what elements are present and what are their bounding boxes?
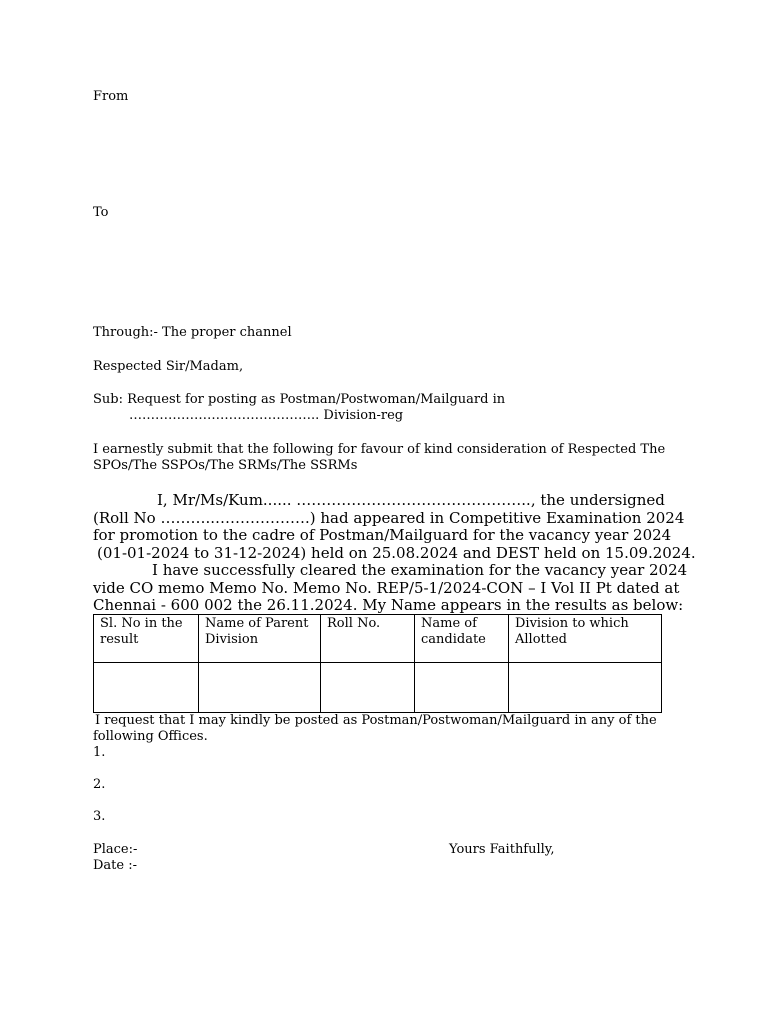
body-line-4: (01-01-2024 to 31-12-2024) held on 25.08.2024 and DEST held on 15.09.2024. — [97, 544, 696, 562]
salutation: Respected Sir/Madam, — [93, 359, 244, 374]
results-table — [93, 614, 662, 713]
table-cell[interactable] — [94, 663, 199, 713]
body-line-5: I have successfully cleared the examination for the vacancy year 2024 — [152, 561, 688, 579]
body-line-3: for promotion to the cadre of Postman/Mailguard for the vacancy year 2024 — [93, 526, 672, 544]
office-item-1: 1. — [93, 745, 106, 760]
table-header-row — [94, 615, 662, 663]
intro-line-2: SPOs/The SSPOs/The SRMs/The SSRMs — [93, 458, 358, 473]
header-sl-no: Sl. No in the result — [94, 615, 199, 663]
table-cell[interactable] — [321, 663, 415, 713]
header-candidate-name: Name of candidate — [415, 615, 509, 663]
table-row — [94, 663, 662, 713]
table-cell[interactable] — [509, 663, 662, 713]
table-cell[interactable] — [415, 663, 509, 713]
header-roll-no: Roll No. — [321, 615, 415, 663]
request-line-2: following Offices. — [93, 729, 208, 744]
through-line: Through:- The proper channel — [93, 325, 292, 340]
closing: Yours Faithfully, — [449, 842, 555, 857]
date-label: Date :- — [93, 858, 137, 873]
subject-line-2: …………………………………….. Division-reg — [129, 408, 404, 423]
table-cell[interactable] — [199, 663, 321, 713]
office-item-2: 2. — [93, 777, 106, 792]
intro-line-1: I earnestly submit that the following for favour of kind consideration of Respected The — [93, 442, 666, 457]
header-parent-division: Name of Parent Division — [199, 615, 321, 663]
body-line-1: I, Mr/Ms/Kum...... ……………………………………….., the undersigned — [157, 491, 665, 509]
to-label: To — [93, 205, 109, 220]
from-label: From — [93, 89, 129, 104]
office-item-3: 3. — [93, 809, 106, 824]
body-line-6: vide CO memo Memo No. Memo No. REP/5-1/2024-CON – I Vol II Pt dated at — [93, 579, 680, 597]
body-line-2: (Roll No ………..……………….) had appeared in Competitive Examination 2024 — [93, 509, 685, 527]
subject-line-1: Sub: Request for posting as Postman/Postwoman/Mailguard in — [93, 392, 506, 407]
header-division-allotted: Division to which Allotted — [509, 615, 662, 663]
body-line-7: Chennai - 600 002 the 26.11.2024. My Name appears in the results as below: — [93, 596, 684, 614]
request-line-1: I request that I may kindly be posted as Postman/Postwoman/Mailguard in any of the — [95, 713, 657, 728]
place-label: Place:- — [93, 842, 138, 857]
